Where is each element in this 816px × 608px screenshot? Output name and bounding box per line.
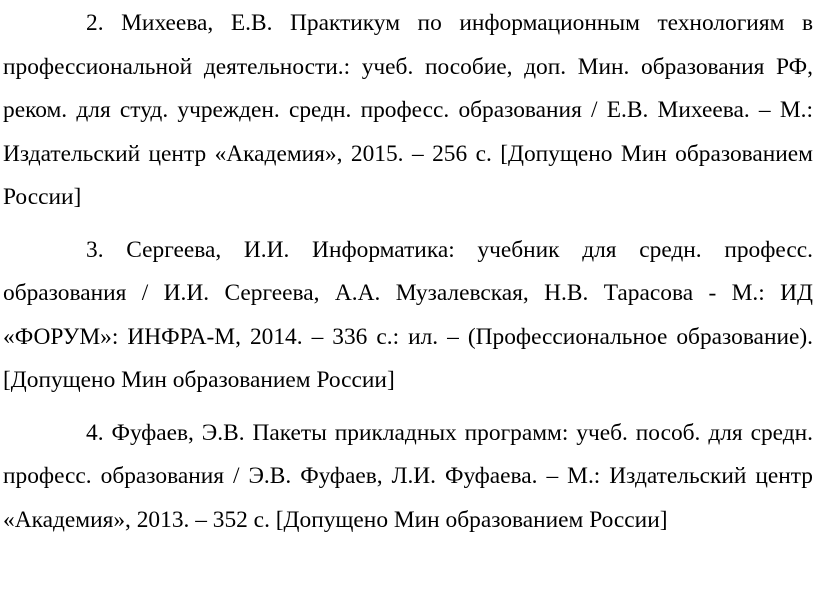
reference-item — [3, 2, 813, 220]
reference-list — [3, 2, 813, 542]
reference-text: Сергеева, И.И. Информатика: учебник для средн. професс. образования / И.И. Сергеева, А.А. Музалевская, Н.В. Тарасова - М.: ИД «ФОРУМ»: ИНФРА-М, 2014. – 336 с.: ил. – (Профессиональное образование). [Допущено Мин образованием России] — [3, 236, 813, 393]
reference-number: 4. — [86, 419, 104, 446]
reference-item — [3, 412, 813, 543]
reference-number: 3. — [86, 236, 104, 263]
reference-text: Михеева, Е.В. Практикум по информационным технологиям в профессиональной деятельности.: учеб. пособие, доп. Мин. образования РФ, реком. для студ. учрежден. средн. професс. образования / Е.В. Михеева. – М.: Издательский центр «Академия», 2015. – 256 с. [Допущено Мин образованием России] — [3, 10, 813, 210]
reference-item — [3, 229, 813, 403]
reference-number: 2. — [86, 10, 104, 36]
reference-text: Фуфаев, Э.В. Пакеты прикладных программ: учеб. пособ. для средн. професс. образования / Э.В. Фуфаев, Л.И. Фуфаева. – М.: Издательский центр «Академия», 2013. – 352 с. [Допущено Мин образованием России] — [3, 419, 813, 533]
